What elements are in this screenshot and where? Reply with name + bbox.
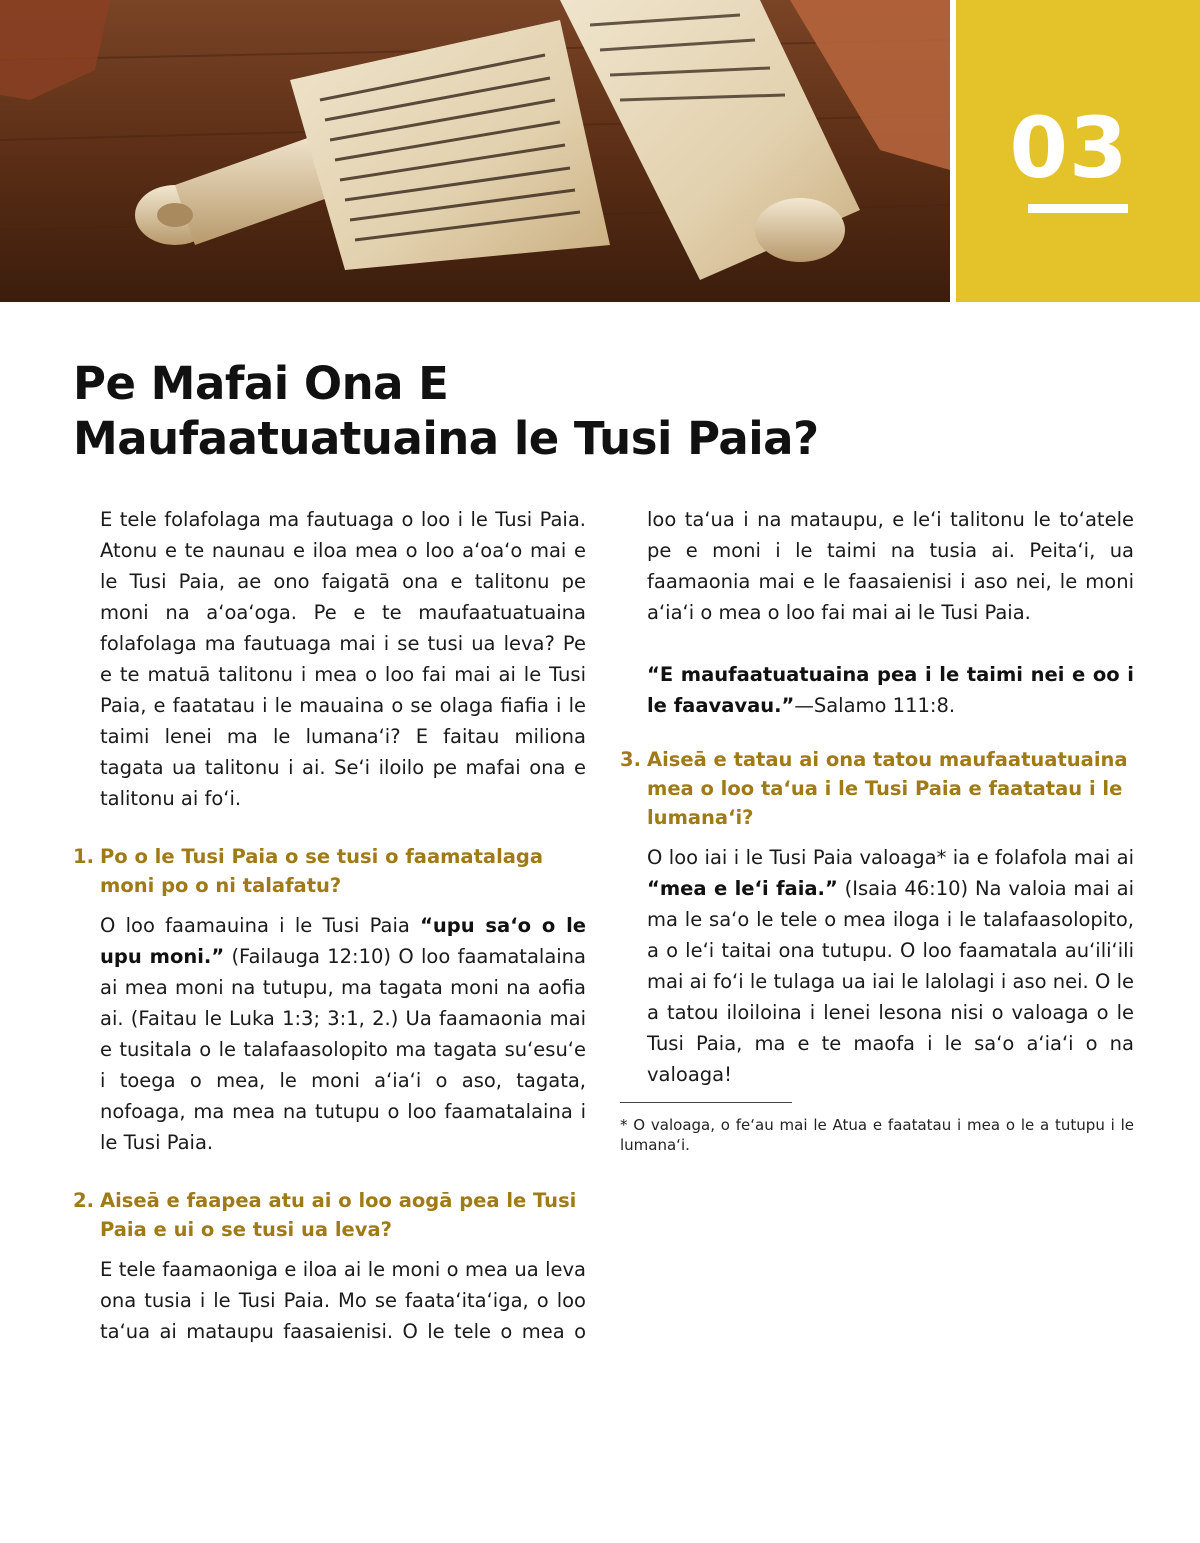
answer-2-part-1: E tele faamaoniga e iloa ai le moni o mea ua leva ona tusia i le Tusi Paia. Mo se faata‘ita‘iga, o loo ta‘ua ai mataupu faasaienisi. O le tele o mea o bbox=[100, 1258, 586, 1343]
answer-2-part-1-cont: loo ta‘ua i na mataupu, e le‘i talitonu le to‘atele pe e moni i le taimi na tusia ai. Peita‘i, ua faamaonia mai e le faasaienisi i aso nei, le moni a‘ia‘i o mea o loo fai mai ai le Tusi Paia. bbox=[647, 508, 1134, 624]
question-2-number: 2. bbox=[73, 1189, 94, 1212]
answer-2-end bbox=[620, 659, 1134, 721]
left-column bbox=[73, 504, 586, 1347]
question-2-text: Aiseā e faapea atu ai o loo aogā pea le Tusi Paia e ui o se tusi ua leva? bbox=[100, 1189, 577, 1241]
title-line-2: Maufaatuatuaina le Tusi Paia? bbox=[73, 412, 819, 465]
question-3-text: Aiseā e tatau ai ona tatou maufaatuatuaina mea o loo ta‘ua i le Tusi Paia e faatatau i le lumana‘i? bbox=[647, 748, 1128, 829]
badge-underline bbox=[1028, 204, 1128, 213]
scrolls-illustration bbox=[0, 0, 950, 302]
answer-2-continued-text bbox=[647, 504, 1134, 628]
answer-2-start bbox=[73, 1254, 586, 1347]
right-column bbox=[620, 504, 1134, 1155]
answer-3-part-2: (Isaia 46:10) Na valoia mai ai ma le sa‘o le tele o mea iloga i le talafaasolopito, a o le‘i taitai ona tutupu. O loo faamatala au‘ili‘ili mai ai fo‘i le tulaga ua iai le lalolagi i aso nei. O le a tatou iloiloina i lenei lesona nisi o valoaga o le Tusi Paia, ma e te maofa i le sa‘o a‘ia‘i o na valoaga! bbox=[647, 877, 1134, 1086]
answer-3-quote: “mea e le‘i faia.” bbox=[647, 877, 838, 900]
intro-paragraph: E tele folafolaga ma fautuaga o loo i le Tusi Paia. Atonu e te naunau e iloa mea o loo a‘oa‘o mai e le Tusi Paia, ae ono faigatā ona e talitonu pe moni na a‘oa‘oga. Pe e te maufaatuatuaina folafolaga ma fautuaga mai i se tusi ua leva? Pe e te matuā talitonu i mea o loo fai mai ai le Tusi Paia, e faatatau i le mauaina o se olaga fiafia i le taimi lenei ma le lumana‘i? E faitau miliona tagata ua talitonu i ai. Se‘i iloilo pe mafai ona e talitonu ai fo‘i. bbox=[100, 508, 586, 810]
answer-2-part-2: —Salamo 111:8. bbox=[794, 694, 956, 717]
header-image bbox=[0, 0, 950, 302]
answer-1-quote: “upu sa‘o o le upu moni.” bbox=[100, 914, 586, 968]
lesson-badge bbox=[956, 0, 1200, 302]
answer-2-continued bbox=[620, 504, 1134, 659]
question-3-number: 3. bbox=[620, 748, 641, 771]
answer-1-part-1: O loo faamauina i le Tusi Paia bbox=[100, 914, 421, 937]
question-3 bbox=[620, 745, 1134, 832]
page-title bbox=[73, 356, 973, 466]
question-2 bbox=[73, 1186, 586, 1244]
answer-1 bbox=[73, 910, 586, 1158]
answer-1-part-2: (Failauga 12:10) O loo faamatalaina ai mea moni na tutupu, ma tagata moni na aofia ai. (Faitau le Luka 1:3; 3:1, 2.) Ua faamaonia mai e tusitala o le talafaasolopito ma tagata su‘esu‘e i toega o mea, le moni a‘ia‘i o aso, tagata, nofoaga, ma mea na tutupu o loo faamatalaina i le Tusi Paia. bbox=[100, 945, 586, 1154]
question-1-text: Po o le Tusi Paia o se tusi o faamatalaga moni po o ni talafatu? bbox=[100, 845, 544, 897]
title-line-1: Pe Mafai Ona E bbox=[73, 357, 449, 410]
footnote: * O valoaga, o fe‘au mai le Atua e faatatau i mea o le a tutupu i le lumana‘i. bbox=[620, 1116, 1134, 1154]
answer-3 bbox=[620, 842, 1134, 1090]
footnote-divider bbox=[620, 1102, 792, 1103]
question-1 bbox=[73, 842, 586, 900]
answer-2-quote: “E maufaatuatuaina pea i le taimi nei e oo i le faavavau.” bbox=[647, 663, 1134, 717]
answer-3-part-1: O loo iai i le Tusi Paia valoaga* ia e folafola mai ai bbox=[647, 846, 1134, 869]
question-1-number: 1. bbox=[73, 845, 94, 868]
lesson-number: 03 bbox=[1009, 99, 1129, 197]
